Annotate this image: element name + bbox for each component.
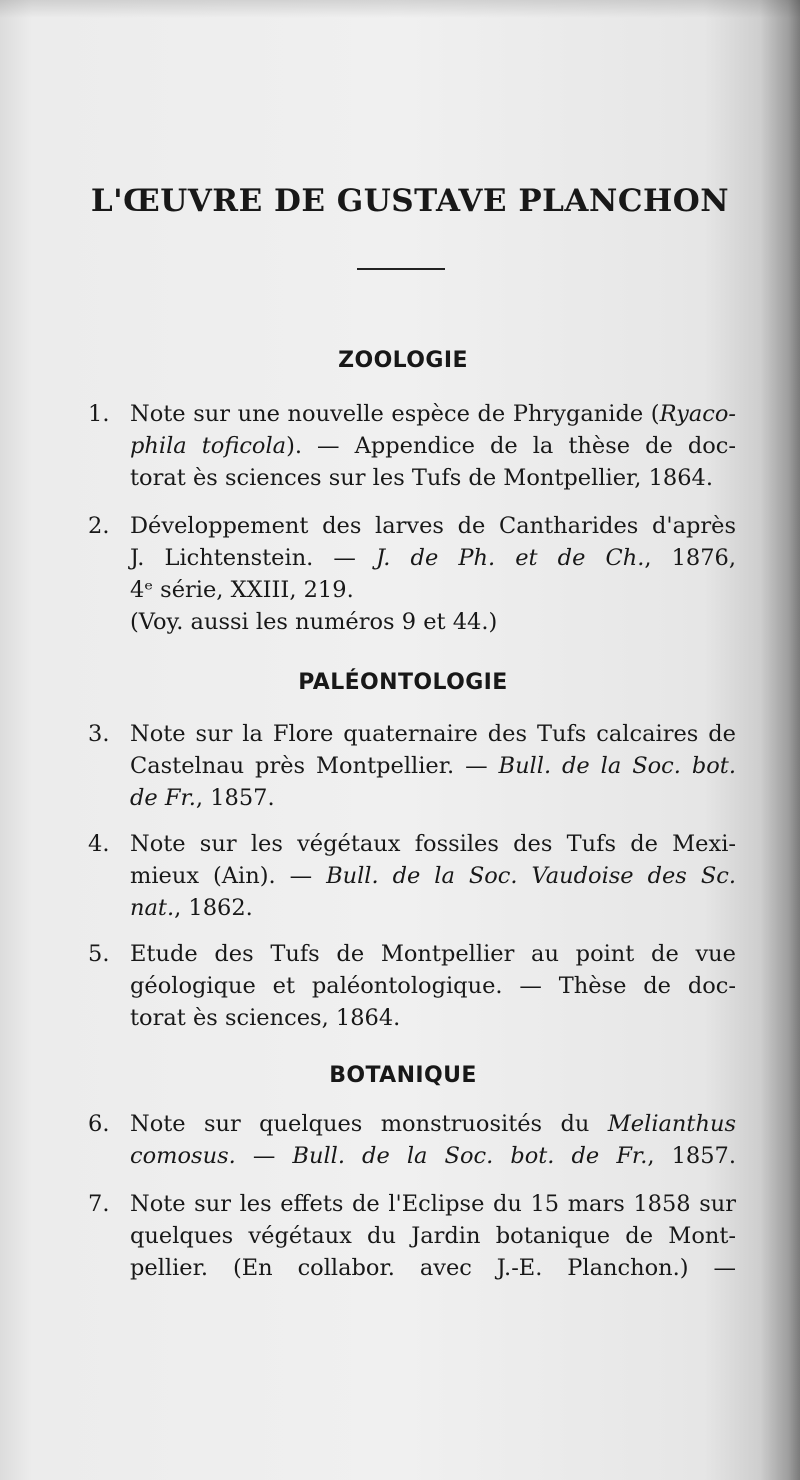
entry-line: nat., 1862. <box>130 895 253 921</box>
binding-shadow <box>760 0 800 1480</box>
bibliography-entry-5 <box>88 938 736 1034</box>
entry-line: J. Lichtenstein. — J. de Ph. et de Ch., 1876, <box>130 545 737 571</box>
entry-number: 4. <box>88 831 110 857</box>
bibliography-entry-2 <box>88 510 736 638</box>
entry-line: Note sur quelques monstruosités du Melianthus <box>130 1111 736 1137</box>
entry-number: 5. <box>88 941 110 967</box>
entry-line: phila toficola). — Appendice de la thèse de doc- <box>130 433 736 459</box>
entry-line: torat ès sciences, 1864. <box>130 1005 401 1031</box>
entry-line: Note sur les végétaux fossiles des Tufs de Mexi- <box>130 831 736 857</box>
entry-line: de Fr., 1857. <box>130 785 275 811</box>
entry-line: géologique et paléontologique. — Thèse de doc- <box>130 973 736 999</box>
bibliography-entry-3 <box>88 718 736 814</box>
entry-number: 1. <box>88 401 110 427</box>
entry-line: Note sur les effets de l'Eclipse du 15 mars 1858 sur <box>130 1191 736 1217</box>
entry-line: Etude des Tufs de Montpellier au point de vue <box>130 941 736 967</box>
entry-line: Développement des larves de Cantharides d'après <box>130 513 736 539</box>
entry-line: comosus. — Bull. de la Soc. bot. de Fr., 1857. <box>130 1143 737 1169</box>
bibliography-entry-6 <box>88 1108 736 1172</box>
entry-number: 7. <box>88 1191 110 1217</box>
entry-line: (Voy. aussi les numéros 9 et 44.) <box>130 609 498 635</box>
entry-line: 4ᵉ série, XXIII, 219. <box>130 577 354 603</box>
entry-number: 3. <box>88 721 110 747</box>
page-top-shadow <box>0 0 800 18</box>
bibliography-entry-4 <box>88 828 736 924</box>
section-heading-botanique: BOTANIQUE <box>329 1063 477 1088</box>
entry-line: pellier. (En collabor. avec J.-E. Planchon.) — <box>130 1255 736 1281</box>
entry-line: torat ès sciences sur les Tufs de Montpellier, 1864. <box>130 465 714 491</box>
entry-line: mieux (Ain). — Bull. de la Soc. Vaudoise des Sc. <box>130 863 736 889</box>
entry-line: Castelnau près Montpellier. — Bull. de la Soc. bot. <box>130 753 736 779</box>
title-rule <box>357 268 445 270</box>
entry-number: 2. <box>88 513 110 539</box>
page-title: L'ŒUVRE DE GUSTAVE PLANCHON <box>90 183 730 219</box>
entry-line: Note sur une nouvelle espèce de Phryganide (Ryaco- <box>130 401 736 427</box>
bibliography-entry-1 <box>88 398 736 494</box>
entry-line: Note sur la Flore quaternaire des Tufs calcaires de <box>130 721 736 747</box>
entry-number: 6. <box>88 1111 110 1137</box>
bibliography-entry-7 <box>88 1188 736 1284</box>
section-heading-zoologie: ZOOLOGIE <box>338 348 468 373</box>
section-heading-paleontologie: PALÉONTOLOGIE <box>298 670 508 695</box>
entry-line: quelques végétaux du Jardin botanique de Mont- <box>130 1223 736 1249</box>
